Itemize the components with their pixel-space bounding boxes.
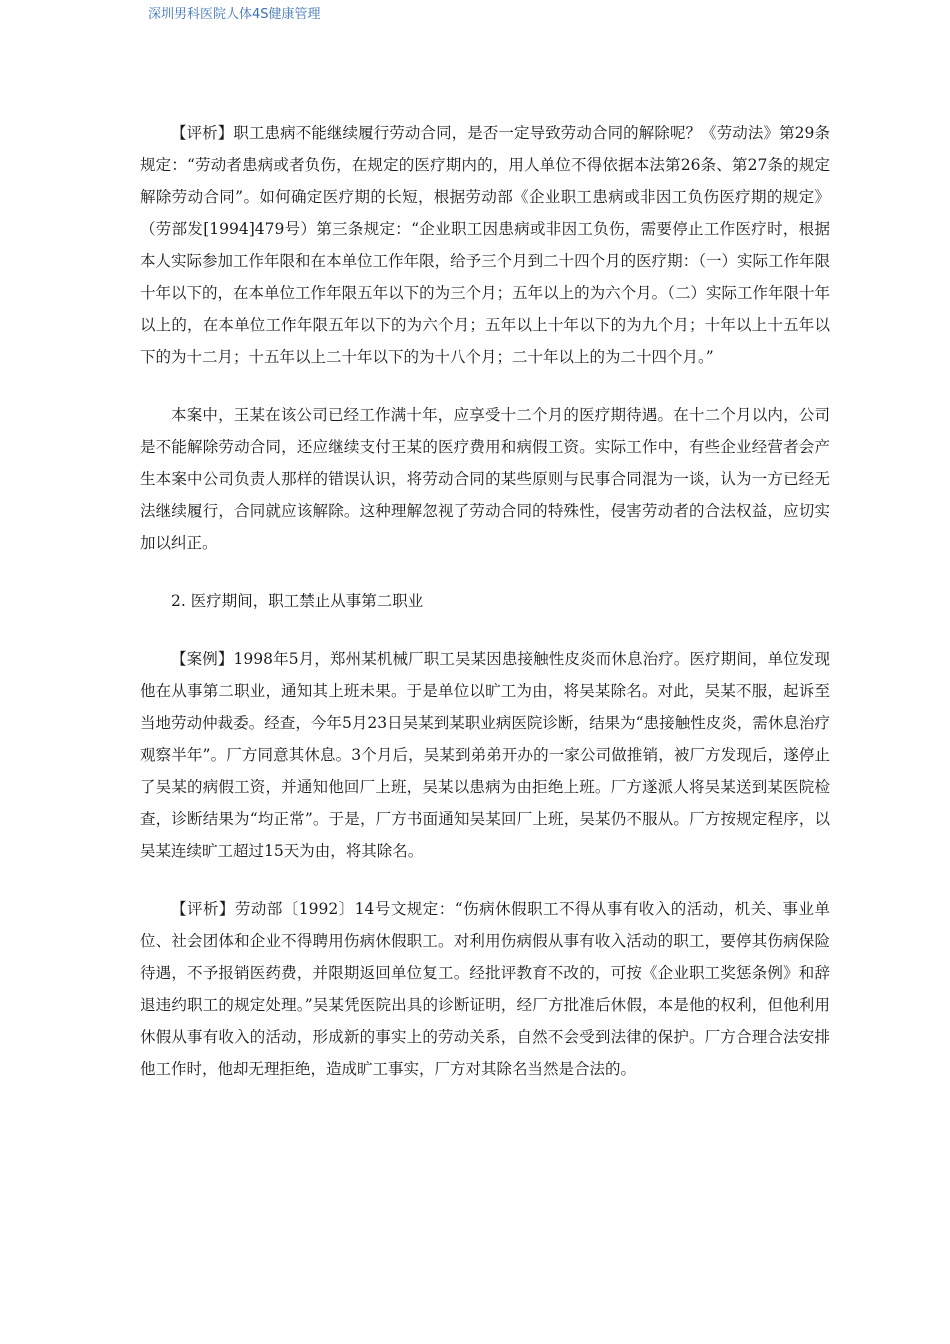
paragraph-case-2: 【案例】1998年5月，郑州某机械厂职工吴某因患接触性皮炎而休息治疗。医疗期间，单位发现他在从事第二职业，通知其上班未果。于是单位以旷工为由，将吴某除名。对此，吴某不服，起诉至当地劳动仲裁委。经查，今年5月23日吴某到某职业病医院诊断，结果为“患接触性皮炎，需休息治疗观察半年”。厂方同意其休息。3个月后，吴某到弟弟开办的一家公司做推销，被厂方发现后，遂停止了吴某的病假工资，并通知他回厂上班，吴某以患病为由拒绝上班。厂方遂派人将吴某送到某医院检查，诊断结果为“均正常”。于是，厂方书面通知吴某回厂上班，吴某仍不服从。厂方按规定程序，以吴某连续旷工超过15天为由，将其除名。: [140, 650, 830, 860]
paragraph-analysis-2: 【评析】劳动部〔1992〕14号文规定：“伤病休假职工不得从事有收入的活动，机关、事业单位、社会团体和企业不得聘用伤病休假职工。对利用伤病假从事有收入活动的职工，要停其伤病保险待遇，不予报销医药费，并限期返回单位复工。经批评教育不改的，可按《企业职工奖惩条例》和辞退违约职工的规定处理。”吴某凭医院出具的诊断证明，经厂方批准后休假，本是他的权利，但他利用休假从事有收入的活动，形成新的事实上的劳动关系，自然不会受到法律的保护。厂方合理合法安排他工作时，他却无理拒绝，造成旷工事实，厂方对其除名当然是合法的。: [140, 900, 830, 1078]
paragraph-gap: [140, 373, 830, 399]
paragraph-analysis-1: 【评析】职工患病不能继续履行劳动合同，是否一定导致劳动合同的解除呢？《劳动法》第29条规定：“劳动者患病或者负伤，在规定的医疗期内的，用人单位不得依据本法第26条、第27条的规定解除劳动合同”。如何确定医疗期的长短，根据劳动部《企业职工患病或非因工负伤医疗期的规定》（劳部发[1994]479号）第三条规定：“企业职工因患病或非因工负伤，需要停止工作医疗时，根据本人实际参加工作年限和在本单位工作年限，给予三个月到二十四个月的医疗期：（一）实际工作年限十年以下的，在本单位工作年限五年以下的为三个月；五年以上的为六个月。（二）实际工作年限十年以上的，在本单位工作年限五年以下的为六个月；五年以上十年以下的为九个月；十年以上十五年以下的为十二月；十五年以上二十年以下的为十八个月；二十年以上的为二十四个月。”: [140, 124, 830, 366]
paragraph-gap: [140, 867, 830, 893]
section-heading: 2. 医疗期间，职工禁止从事第二职业: [171, 592, 424, 610]
header-link[interactable]: 深圳男科医院人体4S健康管理: [148, 7, 321, 22]
paragraph-gap: [140, 617, 830, 643]
document-body: [140, 117, 830, 1085]
paragraph-gap: [140, 559, 830, 585]
paragraph-case-discussion: 本案中，王某在该公司已经工作满十年，应享受十二个月的医疗期待遇。在十二个月以内，公司是不能解除劳动合同，还应继续支付王某的医疗费用和病假工资。实际工作中，有些企业经营者会产生本案中公司负责人那样的错误认识，将劳动合同的某些原则与民事合同混为一谈，认为一方已经无法继续履行，合同就应该解除。这种理解忽视了劳动合同的特殊性，侵害劳动者的合法权益，应切实加以纠正。: [140, 406, 830, 552]
